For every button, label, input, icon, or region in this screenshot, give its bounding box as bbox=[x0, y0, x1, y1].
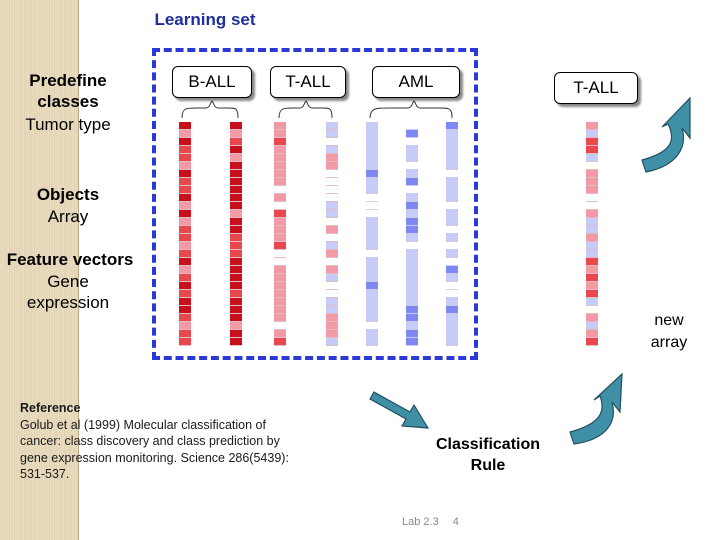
reference-text: Golub et al (1999) Molecular classification of cancer: class discovery and class prediction by gene expression monitoring. Science 286(5439): 531-537. bbox=[20, 417, 289, 481]
reference-heading: Reference bbox=[20, 401, 81, 415]
array-stripe bbox=[274, 122, 286, 346]
array-stripe bbox=[406, 122, 418, 346]
classification-rule-label bbox=[418, 434, 558, 476]
predefine-line1: Predefine bbox=[29, 71, 107, 90]
new-array-label bbox=[630, 310, 708, 354]
array-label: Array bbox=[47, 207, 89, 226]
array-stripe bbox=[230, 122, 242, 346]
array-stripe bbox=[446, 122, 458, 346]
brace-aml bbox=[370, 101, 452, 118]
brace-t-all bbox=[279, 101, 332, 118]
slide-title: Learning set bbox=[154, 10, 256, 29]
class-b-all: B-ALL bbox=[172, 66, 252, 98]
rule-line2: Rule bbox=[470, 457, 506, 474]
new-array-line2: array bbox=[650, 334, 688, 351]
new-array-stripe bbox=[586, 122, 598, 350]
new-class-t-all: T-ALL bbox=[554, 72, 638, 104]
footer-label: Lab 2.3 bbox=[402, 516, 439, 528]
tumor-type-label: Tumor type bbox=[25, 115, 111, 134]
expression-label: expression bbox=[26, 293, 110, 312]
class-t-all: T-ALL bbox=[270, 66, 346, 98]
gene-label: Gene bbox=[47, 272, 89, 291]
class-aml: AML bbox=[372, 66, 460, 98]
rule-line1: Classification bbox=[435, 436, 541, 453]
brace-b-all bbox=[182, 101, 238, 118]
reference-block bbox=[20, 400, 290, 483]
array-stripe bbox=[366, 122, 378, 346]
array-stripe bbox=[179, 122, 191, 346]
slide-footer bbox=[402, 516, 459, 528]
objects-label: Objects bbox=[36, 185, 100, 204]
new-array-line1: new bbox=[654, 312, 684, 329]
predefine-line2: classes bbox=[37, 92, 99, 111]
feature-vectors-label: Feature vectors bbox=[6, 250, 134, 269]
page-number: 4 bbox=[452, 516, 459, 528]
array-stripe bbox=[326, 122, 338, 346]
